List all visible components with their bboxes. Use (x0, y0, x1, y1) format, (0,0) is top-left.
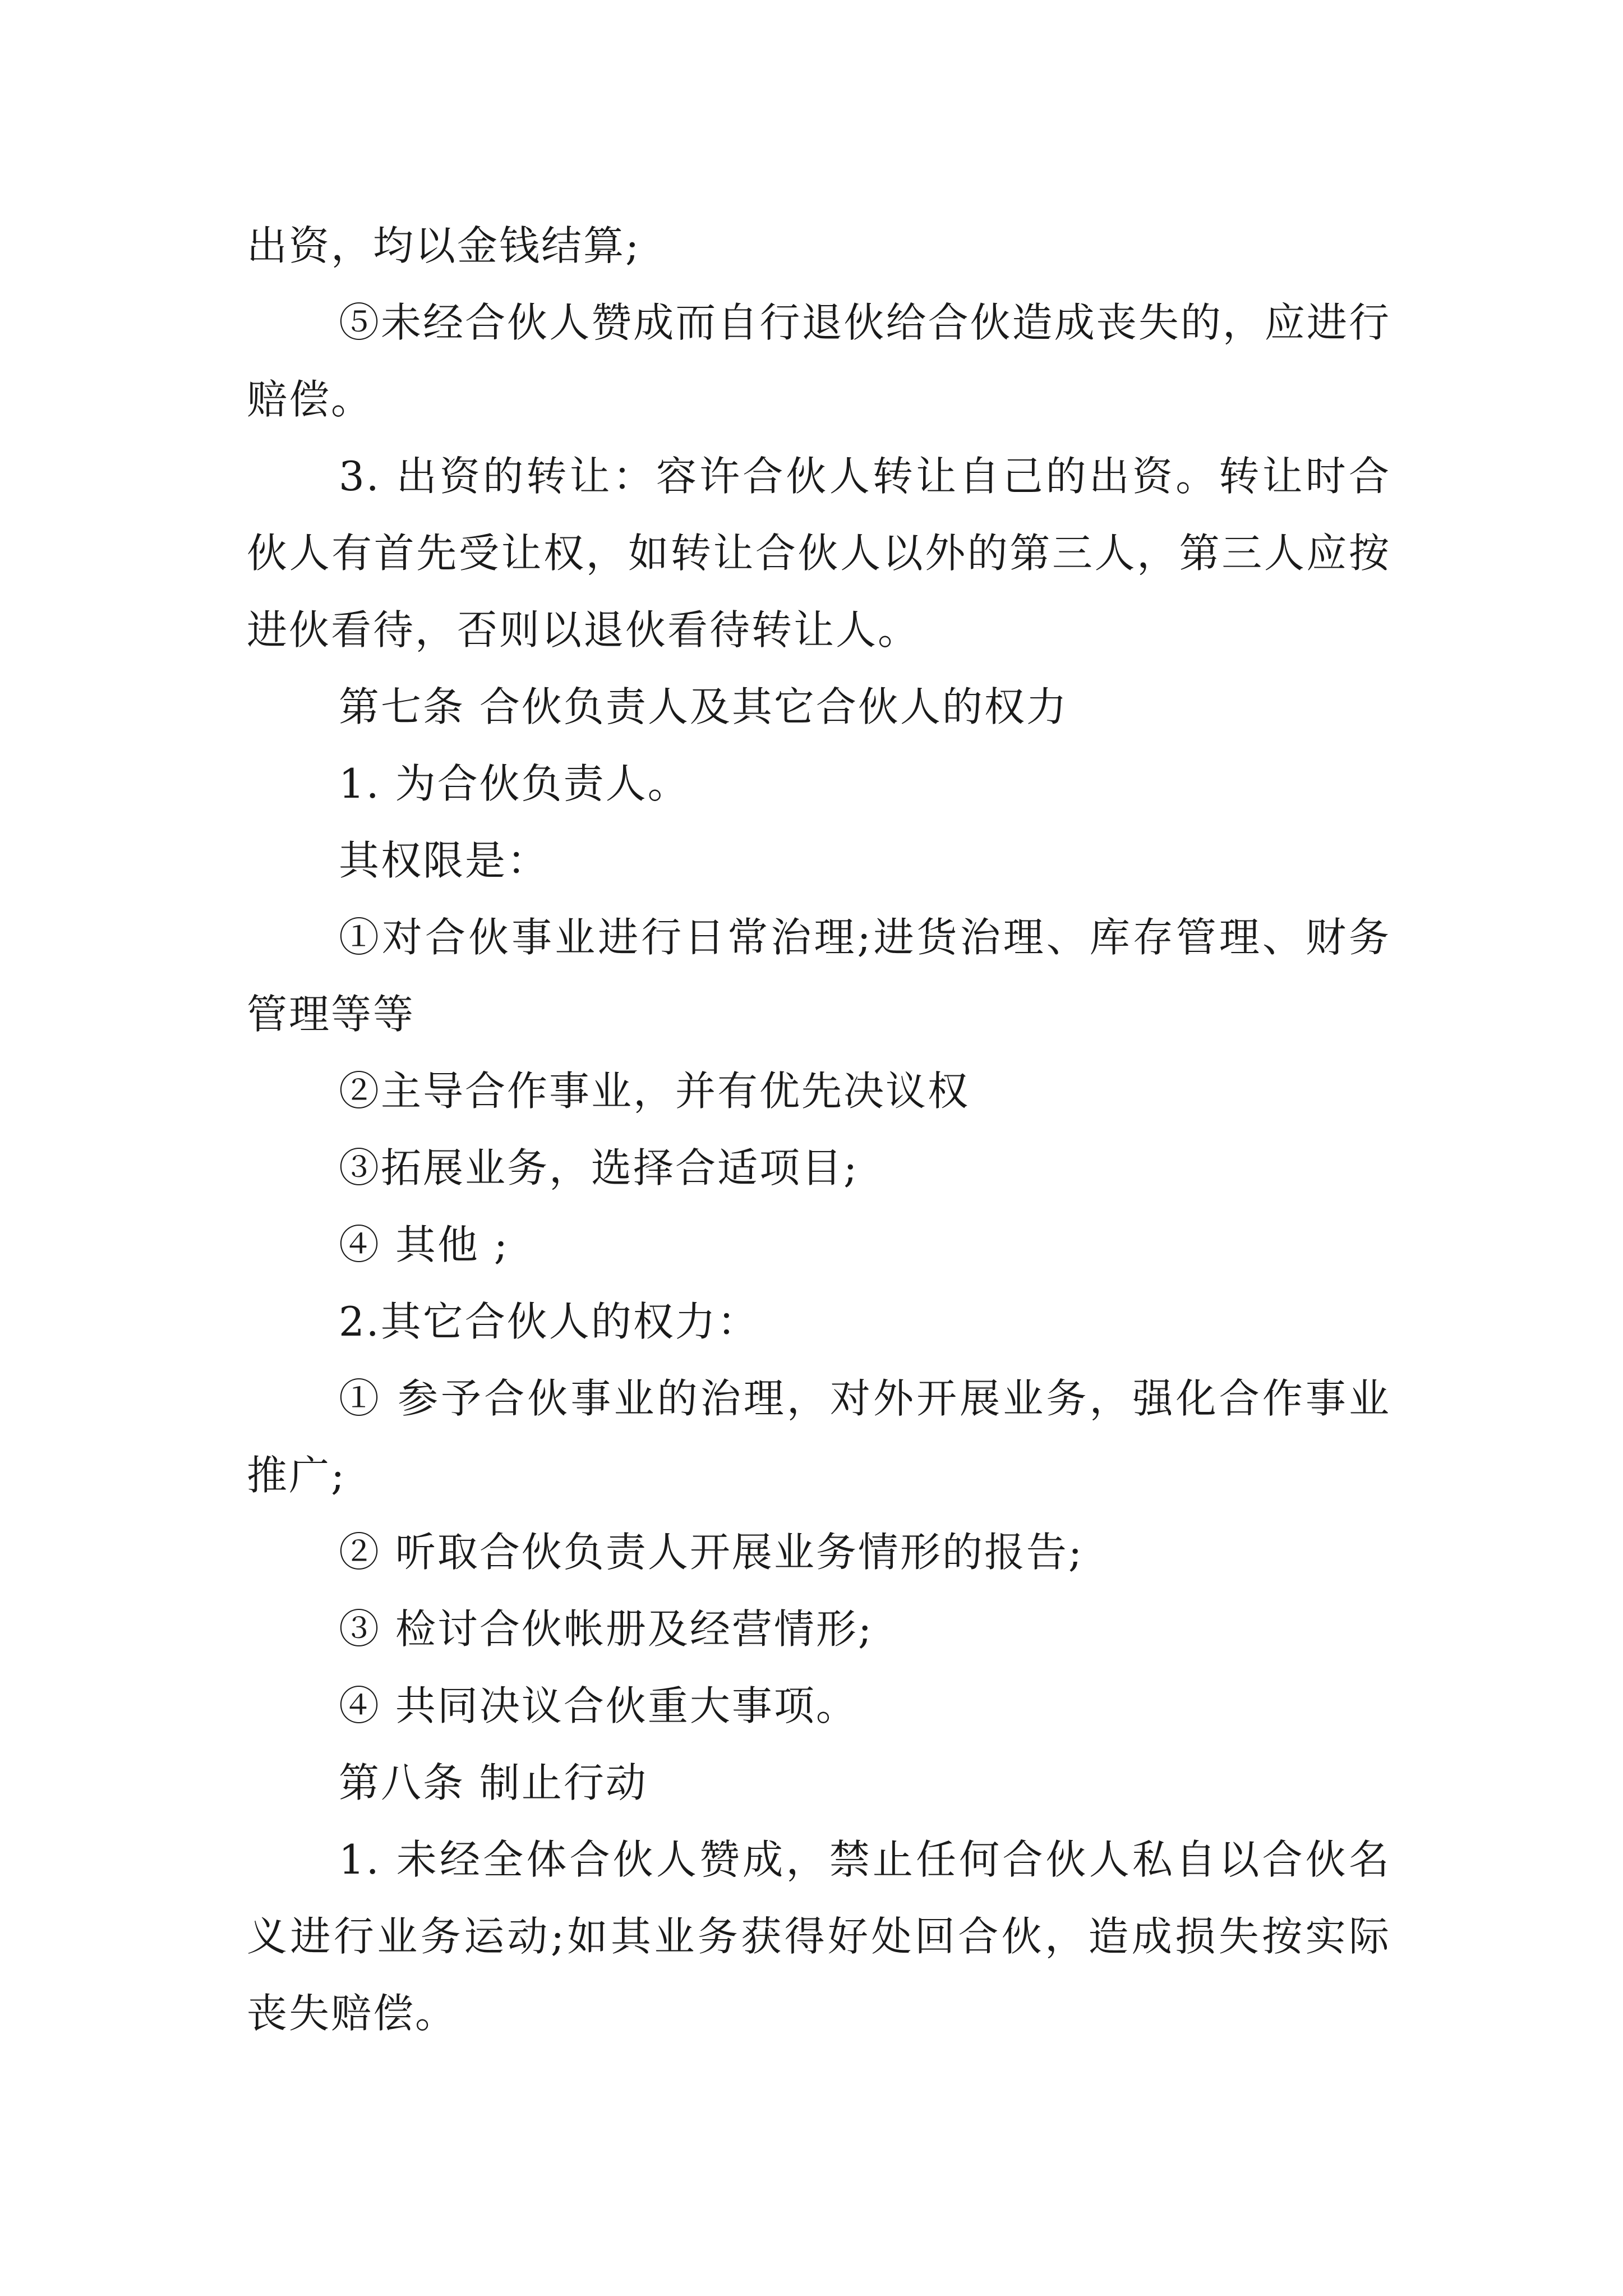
paragraph: 2.其它合伙人的权力： (339, 1298, 759, 1345)
list-item: ②主导合作事业，并有优先决议权 (339, 1068, 970, 1115)
section-heading: 第八条 制止行动 (339, 1759, 648, 1806)
document-body (247, 208, 1391, 2052)
list-item: ④ 共同决议合伙重大事项。 (339, 1682, 858, 1729)
paragraph: 1. 为合伙负责人。 (339, 760, 690, 807)
paragraph: 3. 出资的转让：容许合伙人转让自己的出资。转让时合伙人有首先受让权，如转让合伙人以外的第三人，第三人应按进伙看待，否则以退伙看待转让人。 (247, 453, 1391, 654)
paragraph: 1. 未经全体合伙人赞成，禁止任何合伙人私自以合伙名义进行业务运动;如其业务获得好处回合伙，造成损失按实际丧失赔偿。 (247, 1836, 1391, 2037)
paragraph: ⑤未经合伙人赞成而自行退伙给合伙造成丧失的，应进行赔偿。 (247, 299, 1391, 423)
paragraph: 出资，均以金钱结算; (247, 222, 641, 269)
list-item: ③ 检讨合伙帐册及经营情形; (339, 1605, 874, 1653)
list-item: ② 听取合伙负责人开展业务情形的报告; (339, 1529, 1084, 1576)
list-item: ③拓展业务，选择合适项目; (339, 1144, 859, 1191)
list-item: ①对合伙事业进行日常治理;进货治理、库存管理、财务管理等等 (247, 914, 1391, 1038)
paragraph: 其权限是： (339, 837, 550, 884)
section-heading: 第七条 合伙负责人及其它合伙人的权力 (339, 683, 1068, 730)
list-item: ④ 其他 ; (339, 1221, 510, 1268)
list-item: ① 参予合伙事业的治理，对外开展业务，强化合作事业推广; (247, 1375, 1391, 1499)
